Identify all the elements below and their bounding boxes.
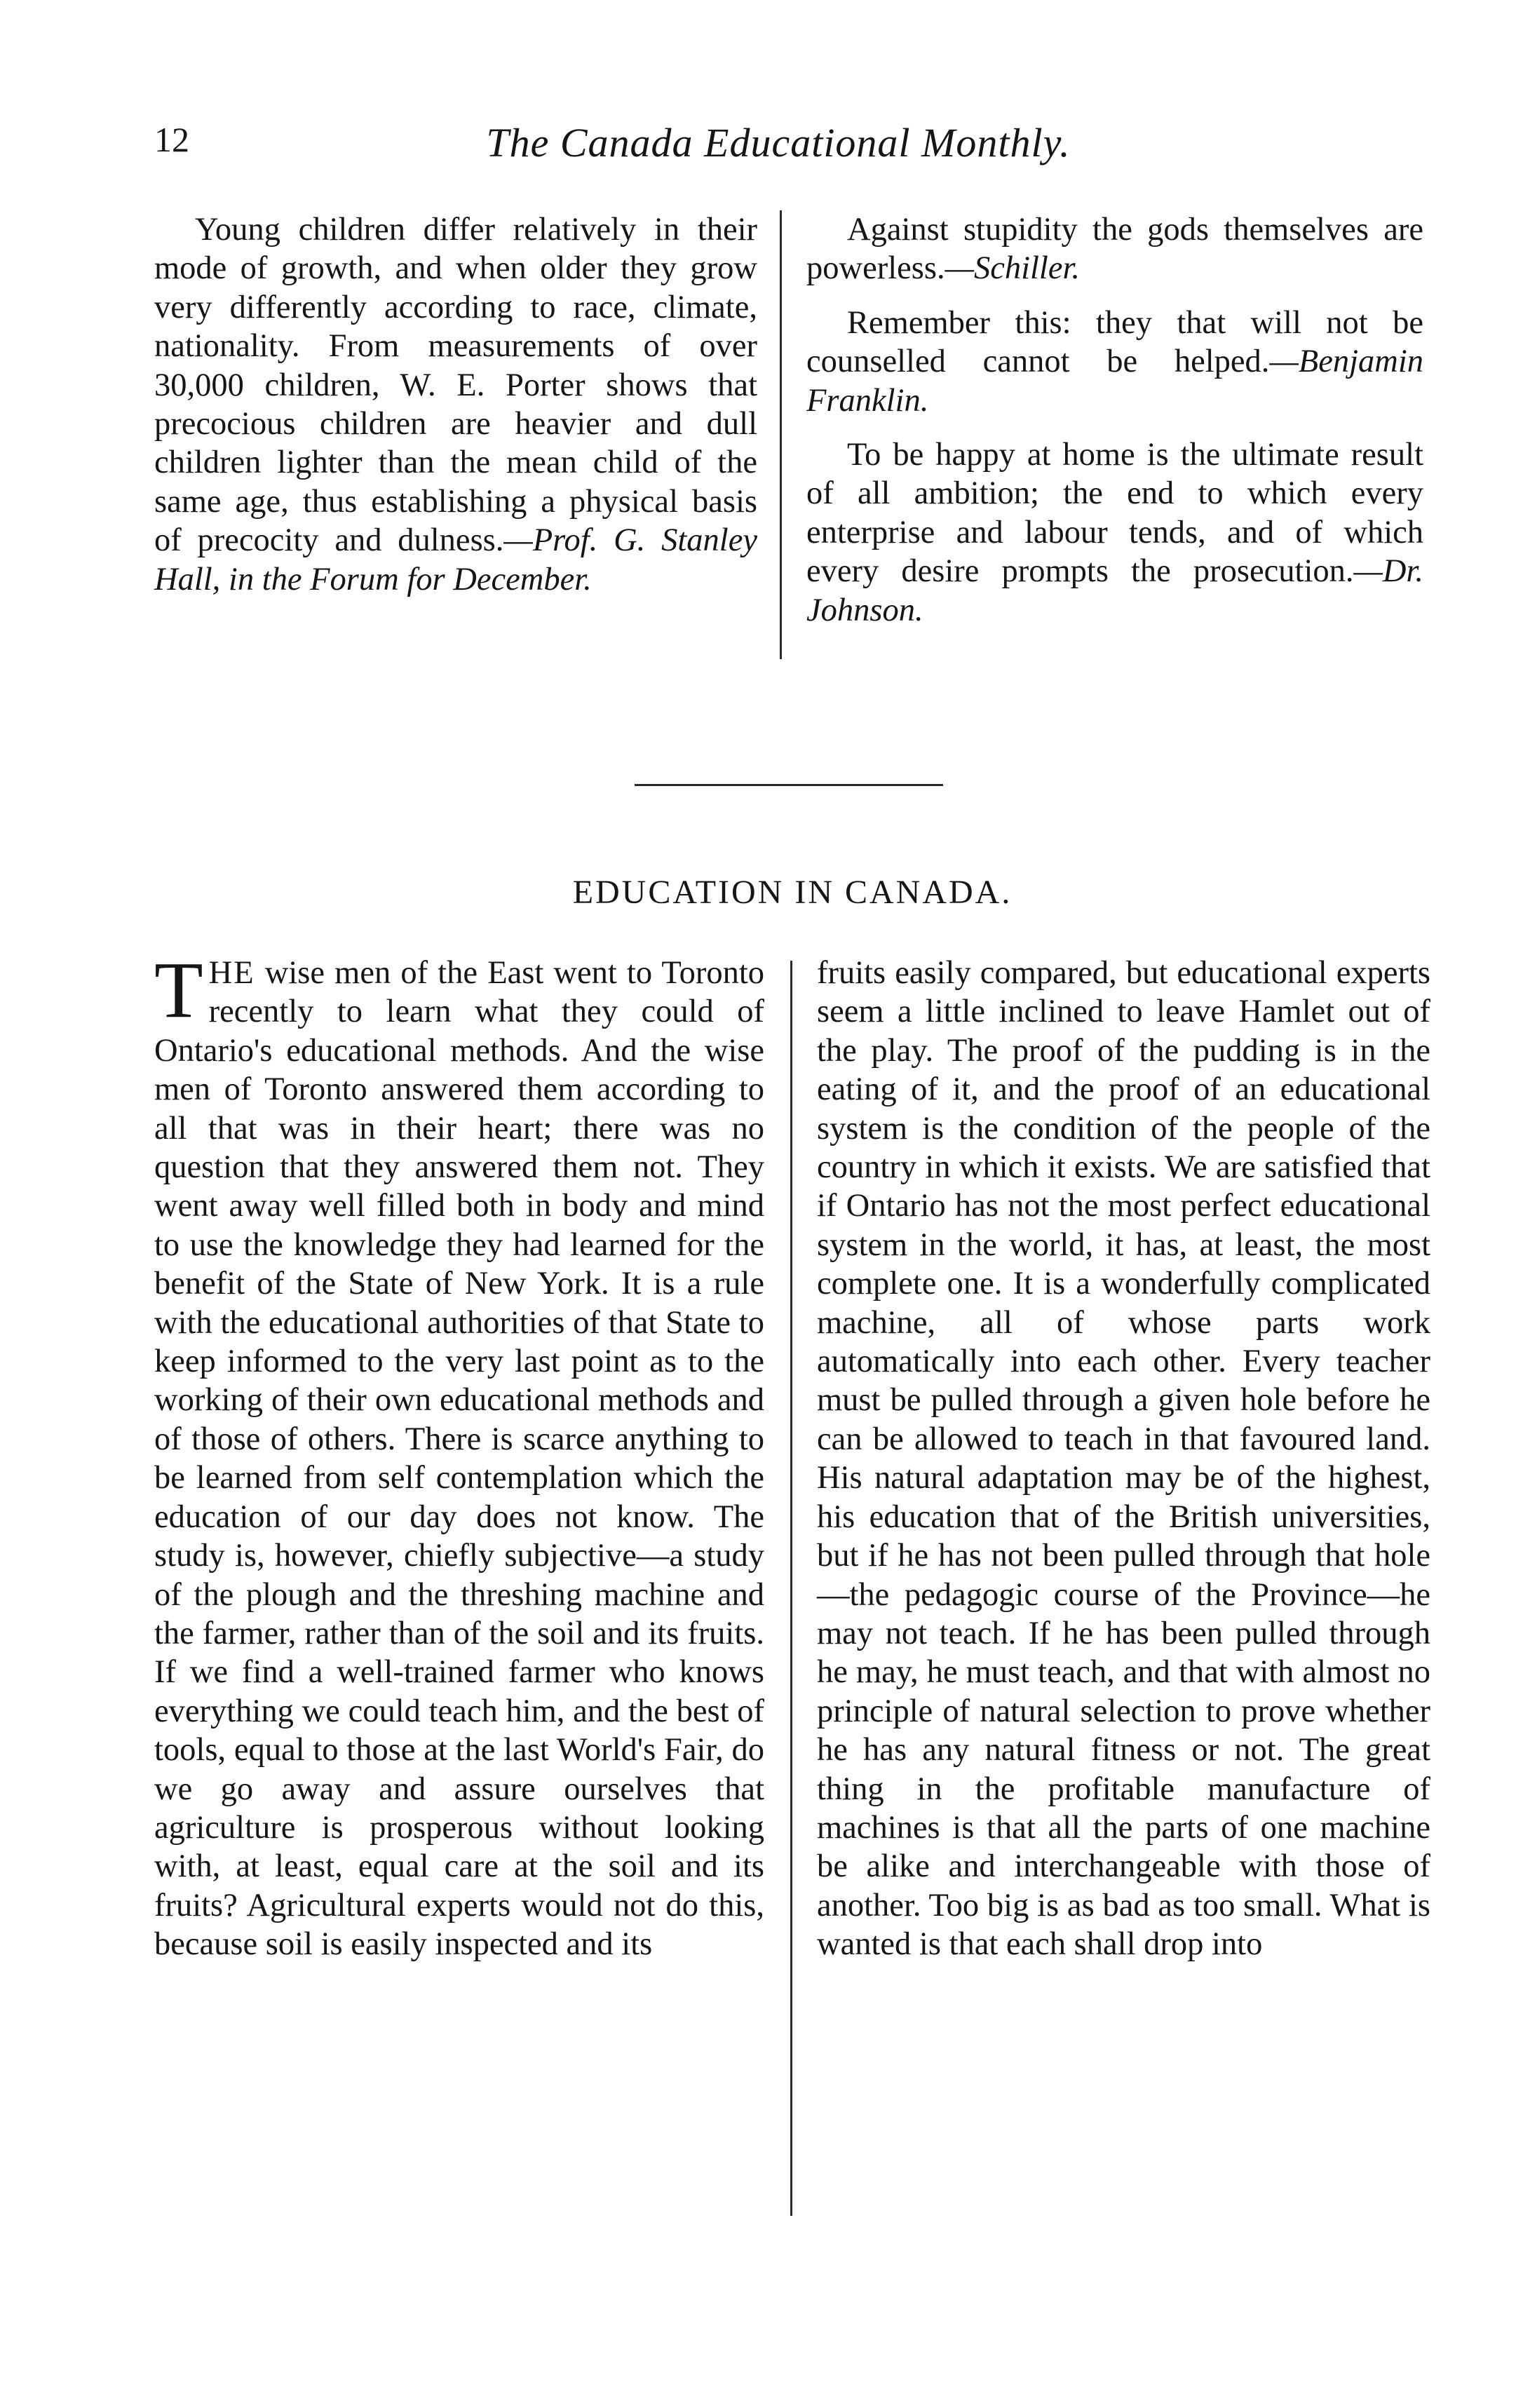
quote-text: Against stupidity the gods themselves are powerless. xyxy=(806,212,1423,287)
column-divider-top xyxy=(780,210,782,659)
quote-column-right xyxy=(806,210,1423,645)
article-heading: EDUCATION IN CANADA. xyxy=(572,874,1013,911)
quote-column-left xyxy=(154,210,757,614)
lead-caps: HE xyxy=(208,955,255,991)
quote-paragraph xyxy=(806,210,1423,288)
column-divider-bottom xyxy=(790,961,792,2216)
quote-attribution: —Benjamin Franklin. xyxy=(806,344,1423,419)
quote-attribution: —Prof. G. Stanley Hall, in the Forum for December. xyxy=(154,522,757,597)
article-text-right: fruits easily compared, but educational experts seem a little inclined to leave Hamlet out of the play. The proof of the pudding is in the eating of it, and the proof of an educational system is the condition of the people of the country in which it exists. We are satisfied that if Ontario has not the most perfect educational system in the world, it has, at least, the most complete one. It is a wonderfully complicated machine, all of whose parts work automatically into each other. Every teacher must be pulled through a given hole before he can be allowed to teach in that favoured land. His natural adaptation may be of the highest, his education that of the British universities, but if he has not been pulled through that hole—the pedagogic course of the Province—he may not teach. If he has been pulled through he may, he must teach, and that with almost no principle of natural selection to prove whether he has any natural fitness or not. The great thing in the profitable manufacture of machines is that all the parts of one machine be alike and interchangeable with those of another. Too big is as bad as too small. What is wanted is that each shall drop into xyxy=(817,955,1430,1963)
running-title: The Canada Educational Monthly. xyxy=(486,120,1071,165)
article-paragraph xyxy=(154,945,764,1964)
section-separator-rule xyxy=(635,784,943,786)
article-column-right xyxy=(817,954,1430,1980)
page-number: 12 xyxy=(154,120,189,159)
quote-paragraph xyxy=(806,435,1423,630)
page-header xyxy=(154,119,1402,175)
quote-paragraph xyxy=(154,210,757,599)
article-paragraph xyxy=(817,954,1430,1964)
article-text-left: wise men of the East went to Toronto recently to learn what they could of Ontario's educational methods. And the wise men of Toronto answered them according to all that was in their heart; there was no question that they answered them not. They went away well filled both in body and mind to use the knowledge they had learned for the benefit of the State of New York. It is a rule with the educational authorities of that State to keep informed to the very last point as to the working of their own educational methods and of those of others. There is scarce anything to be learned from self contemplation which the education of our day does not know. The study is, however, chiefly subjective—a study of the plough and the threshing machine and the farmer, rather than of the soil and its fruits. If we find a well-trained farmer who knows everything we could teach him, and the best of tools, equal to those at the last World's Fair, do we go away and assure ourselves that agriculture is prosperous without looking with, at least, equal care at the soil and its fruits? Agricultural experts would not do this, because soil is easily inspected and its xyxy=(154,955,764,1963)
article-column-left xyxy=(154,945,764,1980)
quote-text: To be happy at home is the ultimate result of all ambition; the end to which every enterprise and labour tends, and of which every desire prompts the prosecution. xyxy=(806,437,1423,590)
drop-cap: T xyxy=(154,945,203,1034)
quote-text: Remember this: they that will not be counselled cannot be helped. xyxy=(806,304,1423,380)
quote-text: Young children differ relatively in their mode of growth, and when older they grow very differently according to race, climate, nationality. From measurements of over 30,000 children, W. E. Porter shows that precocious children are heavier and dull children lighter than the mean child of the same age, thus establishing a physical basis of precocity and dulness. xyxy=(154,212,757,559)
quote-paragraph xyxy=(806,304,1423,420)
quote-attribution: —Schiller. xyxy=(945,250,1081,287)
quote-attribution: —Dr. Johnson. xyxy=(806,553,1423,628)
